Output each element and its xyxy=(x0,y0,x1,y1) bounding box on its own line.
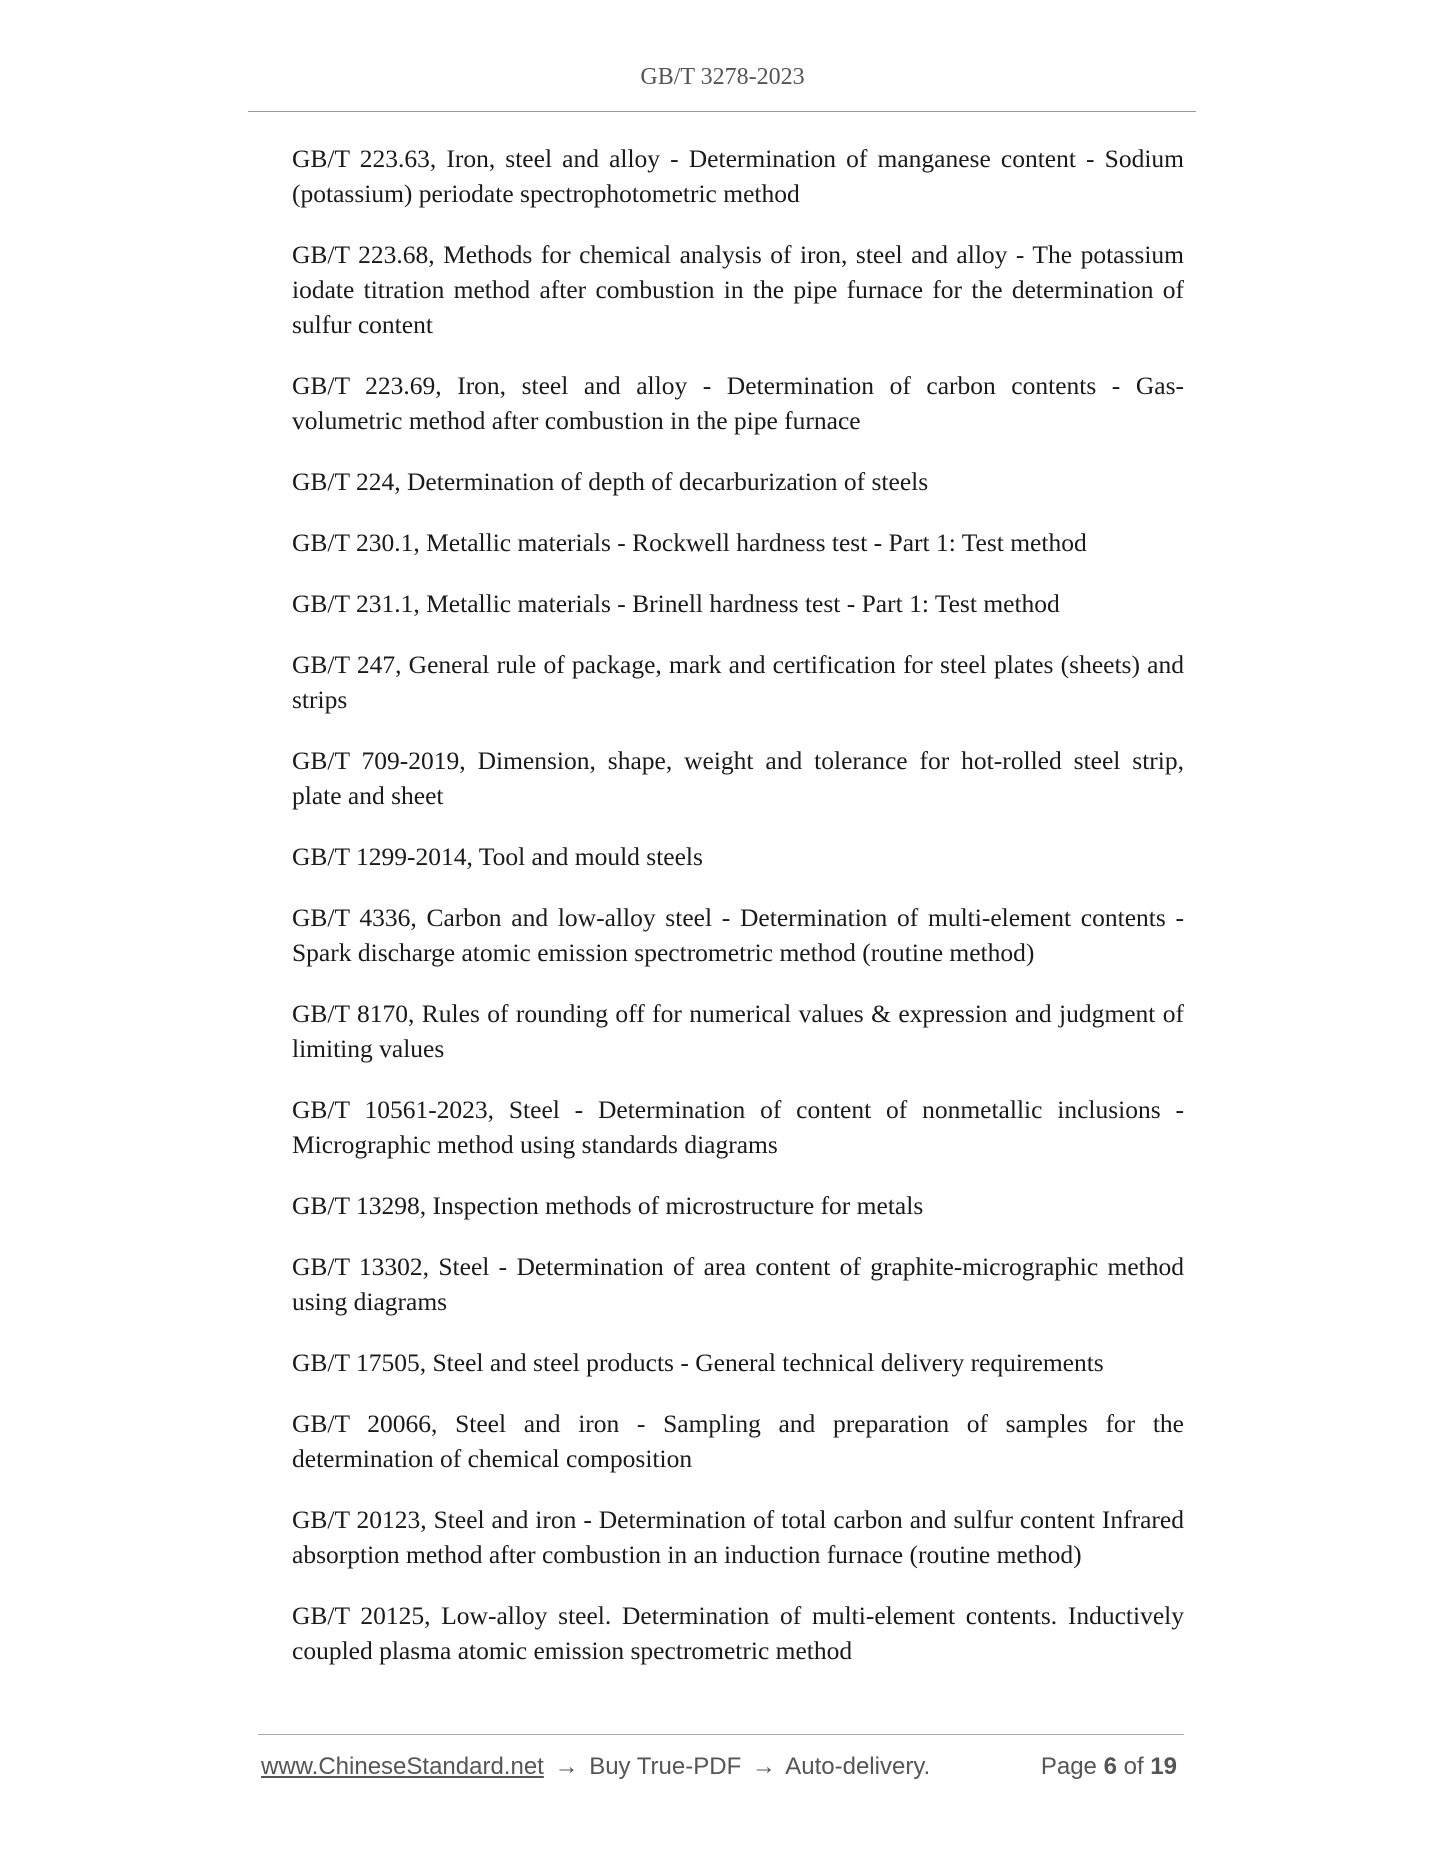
reference-entry: GB/T 247, General rule of package, mark and certification for steel plates (sheets) and strips xyxy=(292,650,1184,714)
footer-promo xyxy=(261,1753,930,1781)
reference-entry: GB/T 20125, Low-alloy steel. Determination of multi-element contents. Inductively coupled plasma atomic emission spectrometric method xyxy=(292,1601,1184,1665)
arrow-right-icon: → xyxy=(751,1753,776,1780)
reference-entry: GB/T 709-2019, Dimension, shape, weight and tolerance for hot-rolled steel strip, plate and sheet xyxy=(292,746,1184,810)
reference-entry: GB/T 17505, Steel and steel products - General technical delivery requirements xyxy=(292,1348,1104,1377)
reference-entry: GB/T 10561-2023, Steel - Determination of content of nonmetallic inclusions - Micrographic method using standards diagrams xyxy=(292,1095,1184,1159)
reference-entry: GB/T 230.1, Metallic materials - Rockwell hardness test - Part 1: Test method xyxy=(292,528,1087,557)
total-pages-number: 19 xyxy=(1150,1753,1177,1780)
reference-entry: GB/T 13302, Steel - Determination of area content of graphite-micrographic method using diagrams xyxy=(292,1252,1184,1316)
reference-entry: GB/T 20066, Steel and iron - Sampling and preparation of samples for the determination of chemical composition xyxy=(292,1409,1184,1473)
chinesestandard-link[interactable]: www.ChineseStandard.net xyxy=(261,1753,544,1780)
reference-entry: GB/T 1299-2014, Tool and mould steels xyxy=(292,842,703,871)
buy-pdf-text: Buy True-PDF xyxy=(589,1753,742,1780)
page-indicator xyxy=(1041,1753,1177,1781)
reference-entry: GB/T 223.63, Iron, steel and alloy - Determination of manganese content - Sodium (potassium) periodate spectrophotometric method xyxy=(292,144,1184,208)
reference-entry: GB/T 13298, Inspection methods of microstructure for metals xyxy=(292,1191,924,1220)
current-page-number: 6 xyxy=(1103,1753,1117,1780)
reference-entry: GB/T 223.68, Methods for chemical analysis of iron, steel and alloy - The potassium iodate titration method after combustion in the pipe furnace for the determination of sulfur content xyxy=(292,240,1184,339)
auto-delivery-text: Auto-delivery. xyxy=(785,1753,931,1780)
reference-entry: GB/T 224, Determination of depth of decarburization of steels xyxy=(292,467,929,496)
of-label: of xyxy=(1123,1753,1144,1780)
arrow-right-icon: → xyxy=(554,1753,579,1780)
references-list xyxy=(292,141,1184,1694)
reference-entry: GB/T 4336, Carbon and low-alloy steel - Determination of multi-element contents - Spark discharge atomic emission spectrometric method (routine method) xyxy=(292,903,1184,967)
reference-entry: GB/T 223.69, Iron, steel and alloy - Determination of carbon contents - Gas-volumetric method after combustion in the pipe furnace xyxy=(292,371,1184,435)
header-divider xyxy=(248,111,1196,112)
page-label: Page xyxy=(1040,1753,1097,1780)
document-header-title: GB/T 3278-2023 xyxy=(640,64,805,90)
reference-entry: GB/T 20123, Steel and iron - Determination of total carbon and sulfur content Infrared absorption method after combustion in an induction furnace (routine method) xyxy=(292,1505,1184,1569)
reference-entry: GB/T 8170, Rules of rounding off for numerical values & expression and judgment of limiting values xyxy=(292,999,1184,1063)
footer-divider xyxy=(258,1734,1184,1735)
reference-entry: GB/T 231.1, Metallic materials - Brinell hardness test - Part 1: Test method xyxy=(292,589,1060,618)
